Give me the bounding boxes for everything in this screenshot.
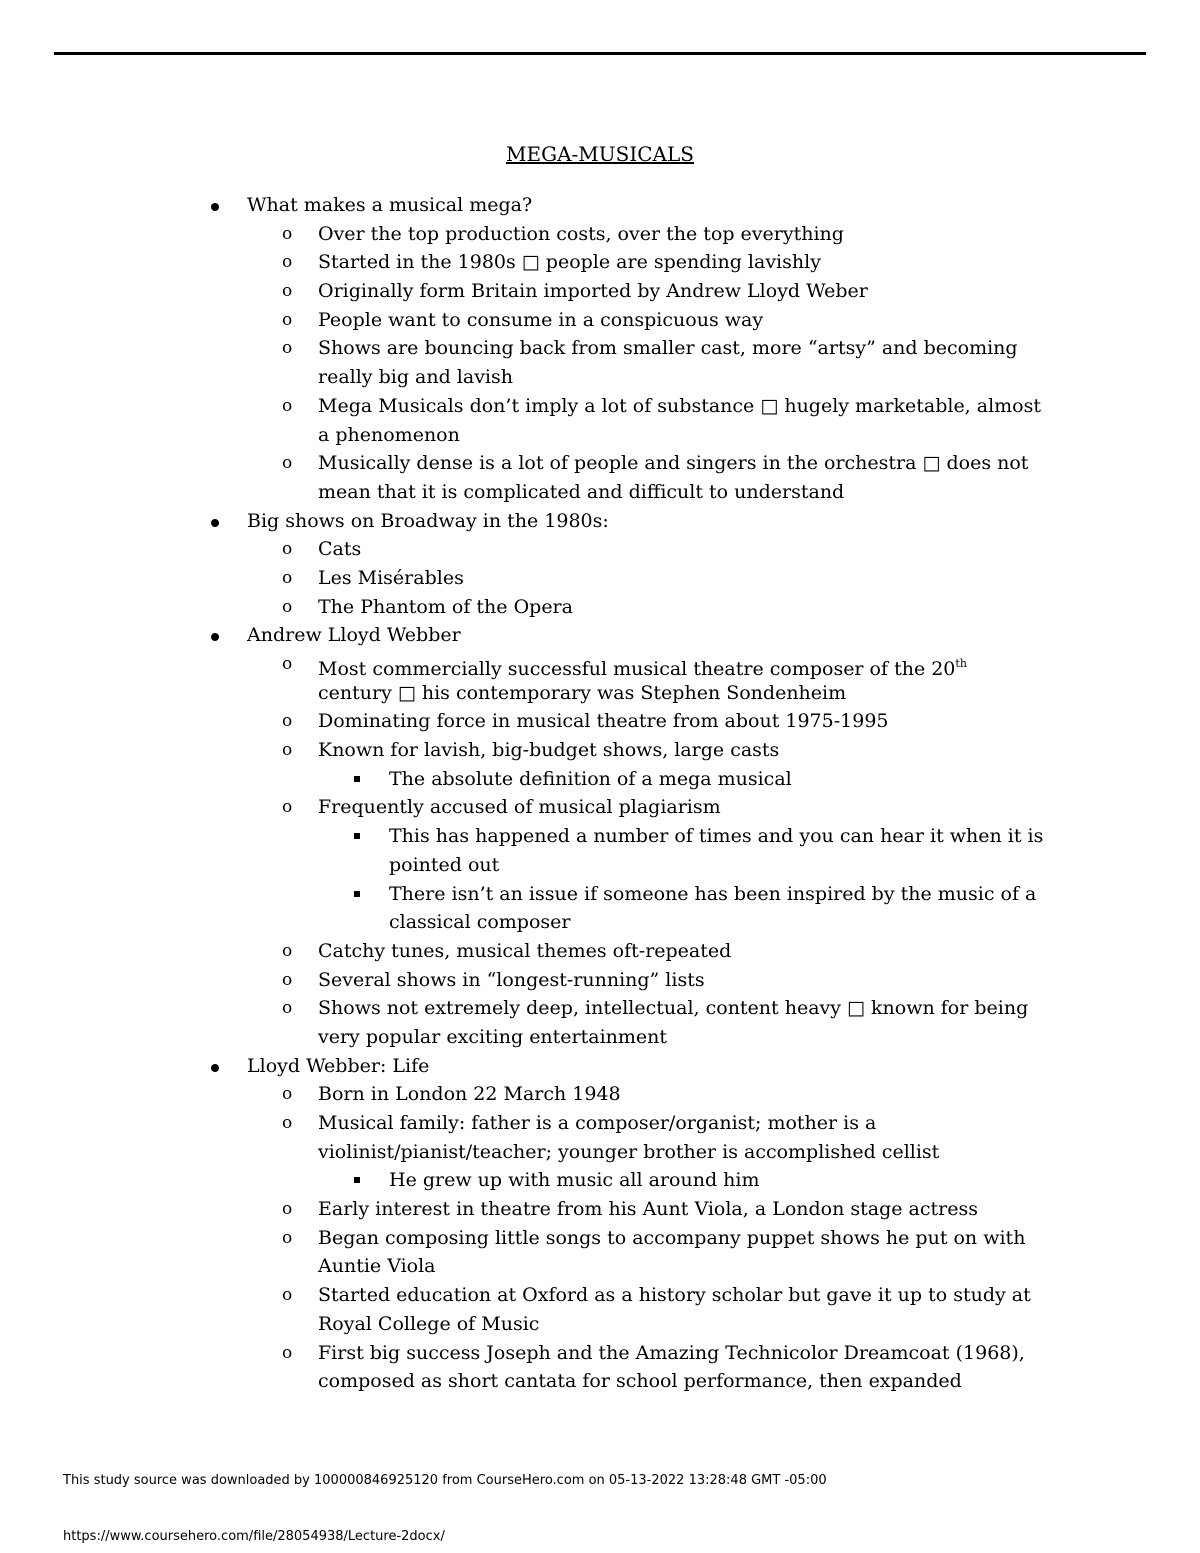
outline-item-level-3 [0, 765, 1200, 794]
outline-line-continuation [0, 1138, 1200, 1167]
outline-item-level-2 [0, 392, 1200, 421]
circle-bullet-icon: o [282, 596, 293, 617]
outline-text: pointed out [389, 853, 500, 876]
outline-text: Andrew Lloyd Webber [247, 624, 461, 647]
outline-text: Big shows on Broadway in the 1980s: [247, 509, 609, 532]
square-bullet-icon [354, 833, 360, 839]
circle-bullet-icon: o [282, 1342, 293, 1363]
outline-text: Began composing little songs to accompany puppet shows he put on with [318, 1226, 1026, 1249]
outline-text: Cats [318, 538, 362, 561]
outline-item-level-2 [0, 306, 1200, 335]
outline-text: This has happened a number of times and you can hear it when it is [389, 825, 1044, 848]
circle-bullet-icon: o [282, 223, 293, 244]
outline-text: Royal College of Music [318, 1312, 540, 1335]
circle-bullet-icon: o [282, 998, 293, 1019]
outline-text: Les Misérables [318, 566, 464, 589]
outline-text: Started in the 1980s □ people are spending lavishly [318, 251, 821, 274]
circle-bullet-icon: o [282, 969, 293, 990]
top-rule [54, 52, 1146, 55]
outline-text: Over the top production costs, over the top everything [318, 222, 844, 245]
outline-text: Shows are bouncing back from smaller cast, more “artsy” and becoming [318, 337, 1018, 360]
outline-text: a phenomenon [318, 423, 460, 446]
outline-line-continuation [0, 908, 1200, 937]
outline-text: First big success Joseph and the Amazing Technicolor Dreamcoat (1968), [318, 1341, 1025, 1364]
circle-bullet-icon: o [282, 1285, 293, 1306]
outline-text: Known for lavish, big-budget shows, large casts [318, 739, 780, 762]
outline-text: mean that it is complicated and difficult to understand [318, 480, 845, 503]
outline-text: really big and lavish [318, 366, 513, 389]
circle-bullet-icon: o [282, 797, 293, 818]
outline-item-level-2 [0, 1080, 1200, 1109]
outline-text: Auntie Viola [318, 1255, 436, 1278]
outline-item-level-3 [0, 822, 1200, 851]
circle-bullet-icon: o [282, 567, 293, 588]
outline-item-level-2 [0, 966, 1200, 995]
square-bullet-icon [354, 1177, 360, 1183]
circle-bullet-icon: o [282, 453, 293, 474]
outline-item-level-3 [0, 1166, 1200, 1195]
outline-item-level-2 [0, 650, 1200, 679]
outline-line-continuation [0, 851, 1200, 880]
disc-bullet-icon [211, 203, 219, 211]
outline-text: What makes a musical mega? [247, 194, 533, 216]
outline-line-continuation [0, 478, 1200, 507]
disc-bullet-icon [211, 633, 219, 641]
outline-line-continuation [0, 1367, 1200, 1396]
square-bullet-icon [354, 776, 360, 782]
circle-bullet-icon: o [282, 1113, 293, 1133]
outline-text: Most commercially successful musical theatre composer of the 20 [318, 658, 956, 680]
outline-item-level-2 [0, 1109, 1200, 1138]
circle-bullet-icon: o [282, 281, 293, 302]
outline-item-level-2 [0, 793, 1200, 822]
outline-text: Musically dense is a lot of people and singers in the orchestra □ does not [318, 452, 1029, 475]
outline-text: Shows not extremely deep, intellectual, content heavy □ known for being [318, 997, 1029, 1020]
outline-text: Originally form Britain imported by Andrew Lloyd Weber [318, 280, 868, 303]
superscript: th [955, 657, 967, 670]
circle-bullet-icon: o [282, 1227, 293, 1248]
outline-text: violinist/pianist/teacher; younger brother is accomplished cellist [318, 1140, 940, 1163]
disc-bullet-icon [211, 1064, 219, 1072]
circle-bullet-icon: o [282, 539, 293, 560]
outline-text: composed as short cantata for school performance, then expanded [318, 1370, 962, 1393]
outline-line-continuation [0, 679, 1200, 708]
outline-text: Frequently accused of musical plagiarism [318, 796, 721, 819]
outline-item-level-1 [0, 1052, 1200, 1081]
outline-item-level-2 [0, 564, 1200, 593]
outline-item-level-3 [0, 880, 1200, 909]
square-bullet-icon [354, 891, 360, 897]
outline-text: He grew up with music all around him [389, 1169, 760, 1192]
outline-item-level-1 [0, 507, 1200, 536]
outline-text: Dominating force in musical theatre from about 1975-1995 [318, 710, 889, 733]
outline-line-continuation [0, 421, 1200, 450]
outline-item-level-2 [0, 277, 1200, 306]
outline-item-level-2 [0, 937, 1200, 966]
outline-text: Lloyd Webber: Life [247, 1054, 430, 1077]
notes-outline [0, 191, 1200, 1396]
outline-item-level-2 [0, 220, 1200, 249]
outline-line-continuation [0, 363, 1200, 392]
outline-item-level-2 [0, 736, 1200, 765]
circle-bullet-icon: o [282, 654, 293, 674]
outline-item-level-2 [0, 593, 1200, 622]
circle-bullet-icon: o [282, 711, 293, 732]
outline-text: century □ his contemporary was Stephen Sondenheim [318, 681, 847, 704]
outline-text: Musical family: father is a composer/organist; mother is a [318, 1112, 877, 1134]
disc-bullet-icon [211, 519, 219, 527]
outline-item-level-2 [0, 707, 1200, 736]
outline-text: Early interest in theatre from his Aunt Viola, a London stage actress [318, 1198, 978, 1221]
outline-text: Catchy tunes, musical themes oft-repeated [318, 939, 732, 962]
outline-text: There isn’t an issue if someone has been inspired by the music of a [389, 882, 1037, 905]
outline-text: The absolute definition of a mega musical [389, 767, 792, 790]
outline-text: Born in London 22 March 1948 [318, 1083, 621, 1106]
outline-item-level-2 [0, 1195, 1200, 1224]
outline-text: The Phantom of the Opera [318, 595, 573, 618]
outline-item-level-1 [0, 191, 1200, 220]
outline-item-level-1 [0, 621, 1200, 650]
outline-item-level-2 [0, 334, 1200, 363]
circle-bullet-icon: o [282, 940, 293, 961]
outline-text: classical composer [389, 911, 571, 934]
outline-item-level-2 [0, 994, 1200, 1023]
outline-item-level-2 [0, 248, 1200, 277]
outline-text: Started education at Oxford as a history scholar but gave it up to study at [318, 1284, 1031, 1307]
circle-bullet-icon: o [282, 252, 293, 273]
circle-bullet-icon: o [282, 338, 293, 359]
source-url[interactable]: https://www.coursehero.com/file/28054938/Lecture-2docx/ [63, 1529, 445, 1544]
outline-item-level-2 [0, 1281, 1200, 1310]
outline-item-level-2 [0, 1224, 1200, 1253]
document-title: MEGA-MUSICALS [506, 142, 694, 166]
outline-line-continuation [0, 1023, 1200, 1052]
outline-text: Several shows in “longest-running” lists [318, 968, 705, 991]
circle-bullet-icon: o [282, 1199, 293, 1220]
outline-text: People want to consume in a conspicuous way [318, 308, 764, 331]
circle-bullet-icon: o [282, 740, 293, 761]
outline-item-level-2 [0, 535, 1200, 564]
circle-bullet-icon: o [282, 309, 293, 330]
outline-text: Mega Musicals don’t imply a lot of substance □ hugely marketable, almost [318, 394, 1042, 417]
outline-text: very popular exciting entertainment [318, 1025, 668, 1048]
outline-line-continuation [0, 1252, 1200, 1281]
outline-line-continuation [0, 1310, 1200, 1339]
outline-item-level-2 [0, 449, 1200, 478]
download-note: This study source was downloaded by 100000846925120 from CourseHero.com on 05-13-2022 13:28:48 GMT -05:00 [63, 1473, 827, 1488]
circle-bullet-icon: o [282, 395, 293, 416]
outline-item-level-2 [0, 1339, 1200, 1368]
circle-bullet-icon: o [282, 1084, 293, 1105]
